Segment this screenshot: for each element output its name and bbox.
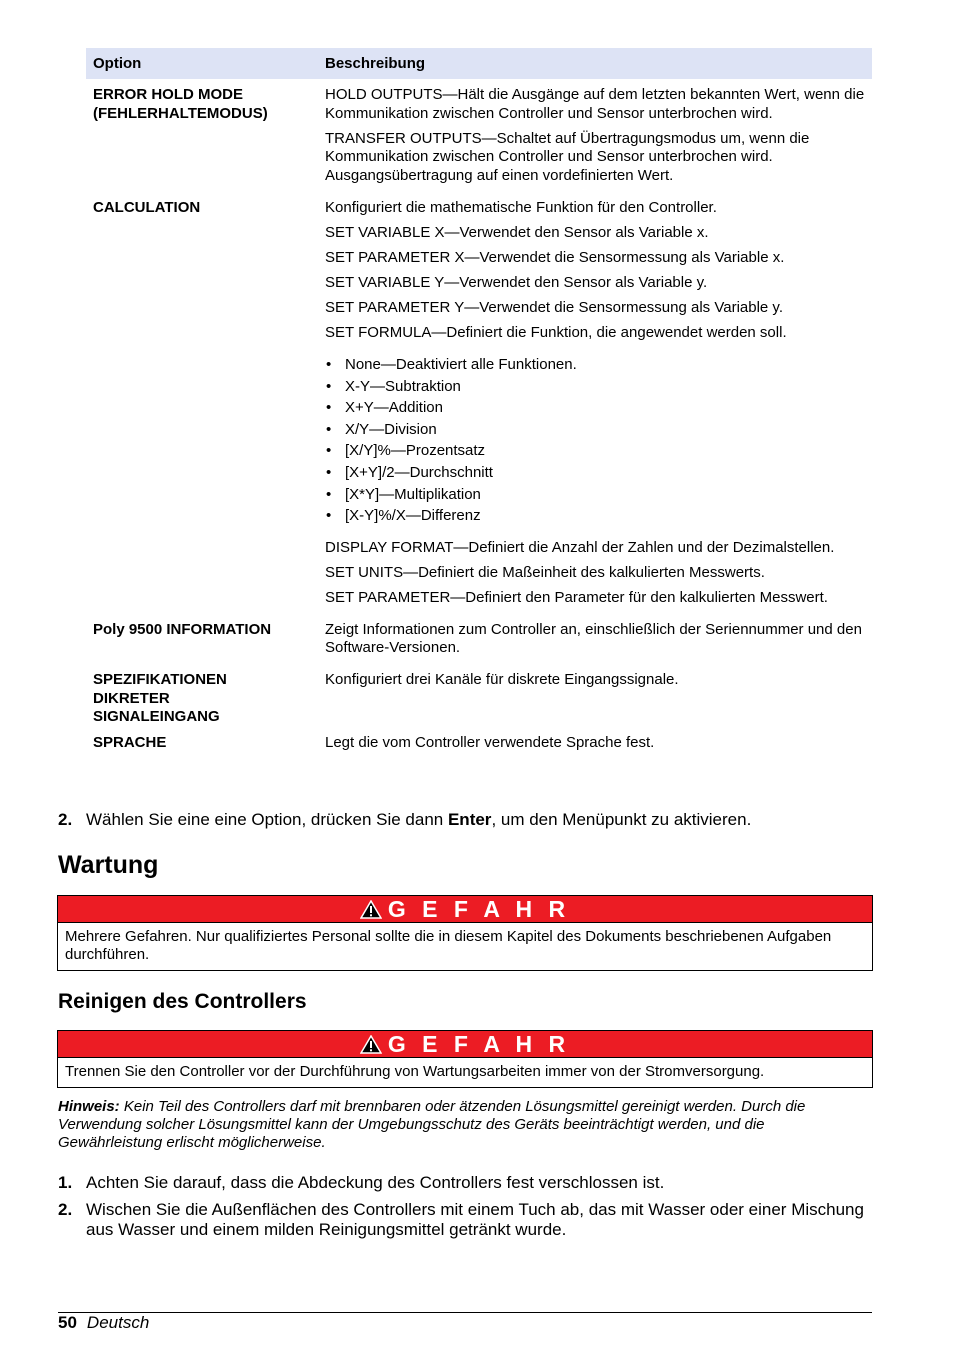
step-text: Wischen Sie die Außenflächen des Controllers mit einem Tuch ab, das mit Wasser oder einer Mischung aus Wasser und einem milden Reinigungsmittel getränkt wurde. <box>86 1200 864 1239</box>
description-paragraph: SET UNITS—Definiert die Maßeinheit des kalkulierten Messwerts. <box>325 563 765 581</box>
danger-header <box>58 1031 872 1057</box>
step-text-start: Wählen Sie eine eine Option, drücken Sie dann <box>86 810 448 829</box>
description-paragraph: Konfiguriert drei Kanäle für diskrete Eingangssignale. <box>325 671 679 689</box>
description-paragraph: SET VARIABLE X—Verwendet den Sensor als Variable x. <box>325 223 709 241</box>
table-row <box>86 734 872 759</box>
description-paragraph: DISPLAY FORMAT—Definiert die Anzahl der Zahlen und der Dezimalstellen. <box>325 538 835 556</box>
description-paragraph: Zeigt Informationen zum Controller an, einschließlich der Seriennummer und den Software-Versionen. <box>325 620 862 657</box>
cleaning-step <box>58 1200 866 1240</box>
footer-language: Deutsch <box>86 1313 150 1332</box>
danger-label: G E F A H R <box>387 895 571 922</box>
danger-text: Trennen Sie den Controller vor der Durchführung von Wartungsarbeiten immer von der Stromversorgung. <box>58 1057 872 1087</box>
subsection-title: Reinigen des Controllers <box>58 990 307 1013</box>
table-row <box>86 621 872 665</box>
cleaning-step <box>58 1173 866 1193</box>
table-row <box>86 86 872 192</box>
description-paragraph: HOLD OUTPUTS—Hält die Ausgänge auf dem letzten bekannten Wert, wenn die Kommunikation zwischen Controller und Sensor unterbrochen wird. <box>325 86 865 122</box>
step-text <box>86 810 866 830</box>
option-description <box>318 199 872 614</box>
note <box>58 1098 870 1152</box>
warning-icon <box>360 900 382 919</box>
table-row <box>86 671 872 727</box>
list-item: • [X+Y]/2—Durchschnitt <box>325 462 868 484</box>
step-number: 1. <box>58 1173 73 1192</box>
step-number: 2. <box>58 810 73 829</box>
description-paragraph: Legt die vom Controller verwendete Sprache fest. <box>325 733 655 751</box>
option-description <box>318 671 872 727</box>
table-header <box>86 48 872 79</box>
warning-icon <box>360 1035 382 1054</box>
option-name: ERROR HOLD MODE (FEHLERHALTEMODUS) <box>93 86 268 122</box>
option-description <box>318 86 872 192</box>
list-item: • None—Deaktiviert alle Funktionen. <box>325 354 868 376</box>
page-number: 50 <box>58 1313 77 1332</box>
list-item: • X/Y—Division <box>325 419 868 441</box>
option-name: Poly 9500 INFORMATION <box>93 620 272 638</box>
description-paragraph: SET PARAMETER—Definiert den Parameter für den kalkulierten Messwert. <box>325 588 828 606</box>
danger-label: G E F A H R <box>387 1030 571 1057</box>
description-paragraph: TRANSFER OUTPUTS—Schaltet auf Übertragungsmodus um, wenn die Kommunikation zwischen Controller und Sensor unterbrochen wird. Ausgangsübertragung auf einen vordefinierten Wert. <box>325 129 810 184</box>
list-item: • [X*Y]—Multiplikation <box>325 484 868 506</box>
step-text: Achten Sie darauf, dass die Abdeckung des Controllers fest verschlossen ist. <box>86 1173 665 1192</box>
danger-box <box>57 1030 873 1088</box>
list-item: • X+Y—Addition <box>325 397 868 419</box>
step-text-key: Enter <box>447 810 492 829</box>
option-description <box>318 734 872 759</box>
description-paragraph: SET VARIABLE Y—Verwendet den Sensor als Variable y. <box>325 273 708 291</box>
description-paragraph: SET FORMULA—Definiert die Funktion, die angewendet werden soll. <box>325 323 787 341</box>
header-description: Beschreibung <box>325 55 426 72</box>
option-name: SPEZIFIKATIONEN DIKRETER SIGNALEINGANG <box>93 671 227 726</box>
formula-list <box>325 354 868 527</box>
section-title: Wartung <box>58 851 159 879</box>
note-text: Kein Teil des Controllers darf mit brennbaren oder ätzenden Lösungsmittel gereinigt werden. Durch die Verwendung solcher Lösungsmittel kann der Umgebungsschutz des Geräts beeinträchtigt werden, und die Gewährleistung erlischt möglicherweise. <box>58 1098 806 1151</box>
table-row <box>86 199 872 614</box>
header-option: Option <box>93 55 142 72</box>
description-paragraph: SET PARAMETER X—Verwendet die Sensormessung als Variable x. <box>325 248 785 266</box>
list-item: • [X/Y]%—Prozentsatz <box>325 440 868 462</box>
description-paragraph: SET PARAMETER Y—Verwendet die Sensormessung als Variable y. <box>325 298 783 316</box>
list-item: • X-Y—Subtraktion <box>325 376 868 398</box>
step-text-end: , um den Menüpunkt zu aktivieren. <box>491 810 752 829</box>
step-select-option <box>58 810 866 830</box>
step-number: 2. <box>58 1200 73 1219</box>
footer-rule <box>58 1312 872 1313</box>
page-footer <box>58 1313 149 1333</box>
note-label: Hinweis: <box>58 1098 120 1115</box>
danger-header <box>58 896 872 922</box>
option-name: SPRACHE <box>93 733 167 751</box>
option-name: CALCULATION <box>93 198 201 216</box>
danger-box <box>57 895 873 971</box>
description-paragraph: Konfiguriert die mathematische Funktion für den Controller. <box>325 198 717 216</box>
list-item: • [X-Y]%/X—Differenz <box>325 505 868 527</box>
danger-text: Mehrere Gefahren. Nur qualifiziertes Personal sollte die in diesem Kapitel des Dokuments beschriebenen Aufgaben durchführen. <box>58 922 872 970</box>
option-description <box>318 621 872 665</box>
option-table <box>86 48 872 759</box>
